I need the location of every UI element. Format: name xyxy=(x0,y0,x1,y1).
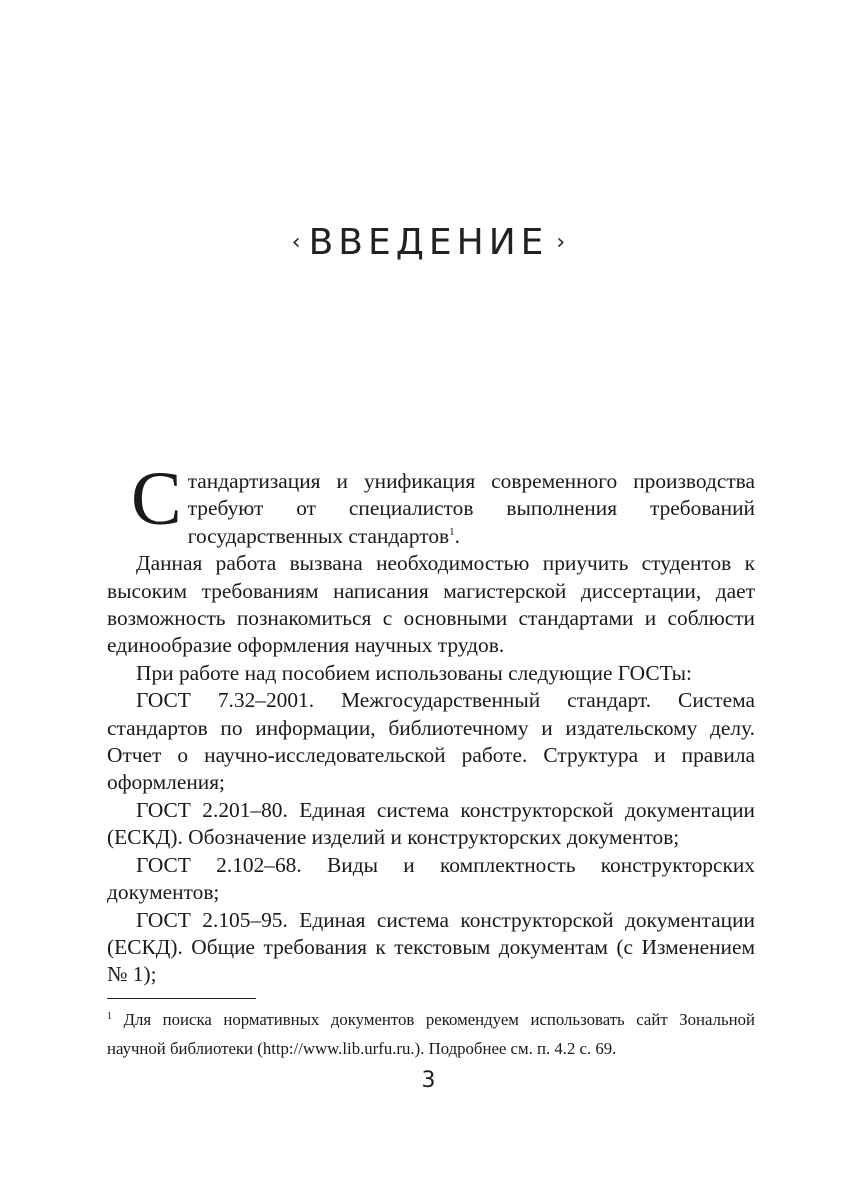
gost-item-2-105: ГОСТ 2.105–95. Единая система конструкторской документации (ЕСКД). Общие требования к текстовым документам (с Изменением № 1); xyxy=(107,907,755,987)
footnote xyxy=(107,1005,755,1063)
paragraph-intro xyxy=(107,457,755,550)
chapter-title: ВВЕДЕНИЕ xyxy=(308,222,549,263)
footnote-divider xyxy=(107,998,256,999)
paragraph-intro-tail: . xyxy=(454,523,460,548)
footnote-reference[interactable]: 1 xyxy=(449,525,455,538)
drop-cap: С xyxy=(131,457,182,541)
footnote-text: Для поиска нормативных документов рекомендуем использовать сайт Зональной научной библиотеки (http://www.lib.urfu.ru.). Подробнее см. п. 4.2 с. 69. xyxy=(107,1010,755,1058)
paragraph-purpose: Данная работа вызвана необходимостью приучить студентов к высоким требованиям написания магистерской диссертации, дает возможность познакомиться с основными стандартами и соблюсти единообразие оформления научных трудов. xyxy=(107,551,755,658)
paragraph-gost-intro: При работе над пособием использованы следующие ГОСТы: xyxy=(136,660,692,685)
page-number: 3 xyxy=(421,1068,436,1093)
body-text xyxy=(107,457,755,989)
gost-item-7-32: ГОСТ 7.32–2001. Межгосударственный стандарт. Система стандартов по информации, библиотечному и издательскому делу. Отчет о научно-исследовательской работе. Структура и правила оформления; xyxy=(107,688,755,795)
gost-item-2-102: ГОСТ 2.102–68. Виды и комплектность конструкторских документов; xyxy=(107,852,755,905)
gost-item-2-201: ГОСТ 2.201–80. Единая система конструкторской документации (ЕСКД). Обозначение изделий и конструкторских документов; xyxy=(107,797,755,850)
left-angle-mark: ‹ xyxy=(291,230,301,255)
chapter-heading xyxy=(0,222,857,263)
right-angle-mark: › xyxy=(556,230,566,255)
footnote-marker: 1 xyxy=(107,1011,112,1022)
paragraph-intro-text: тандартизация и унификация современного производства требуют от специалистов выполнения требований государственных стандартов xyxy=(187,469,755,548)
